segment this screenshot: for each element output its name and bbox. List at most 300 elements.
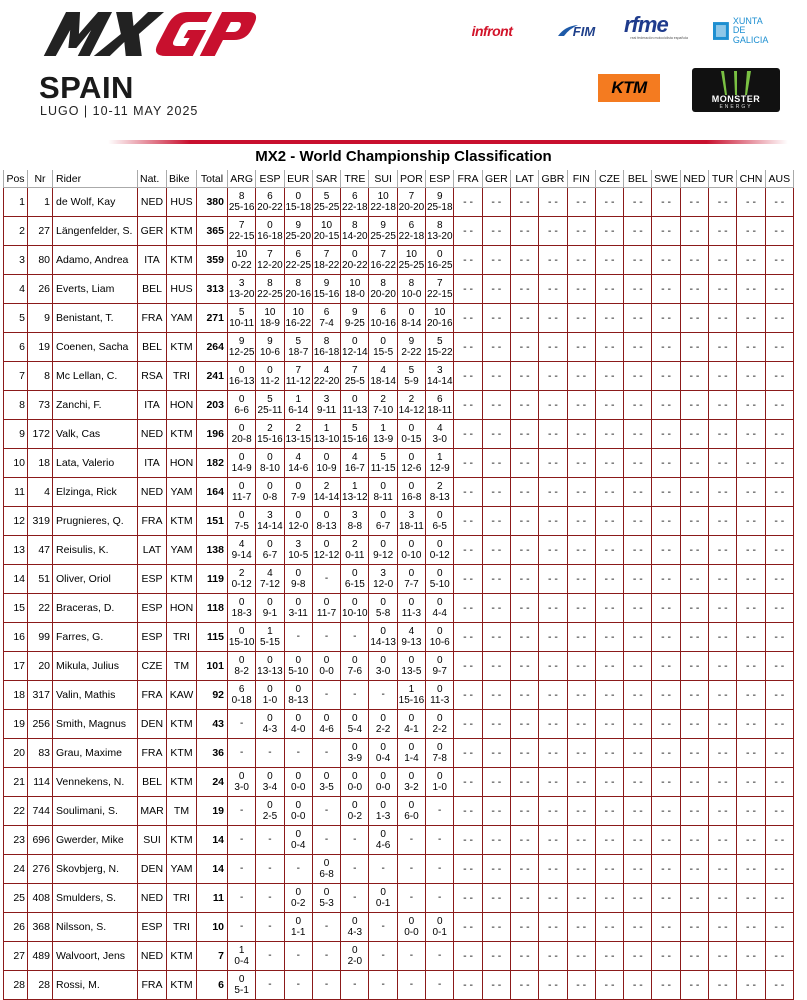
future-round-cell: - - bbox=[709, 217, 737, 246]
round-result bbox=[426, 884, 454, 913]
table-row bbox=[4, 333, 794, 362]
future-round-cell: - - bbox=[652, 565, 680, 594]
round-result bbox=[312, 942, 340, 971]
future-round-cell: - - bbox=[595, 942, 623, 971]
rider-total-points: 7 bbox=[197, 942, 228, 971]
round-result bbox=[426, 623, 454, 652]
future-round-cell: - - bbox=[454, 652, 482, 681]
table-row bbox=[4, 565, 794, 594]
round-result bbox=[369, 942, 397, 971]
race-points: 0-18 bbox=[231, 695, 252, 706]
race-points: 18-14 bbox=[370, 376, 396, 387]
future-round-cell: - - bbox=[680, 710, 708, 739]
future-round-cell: - - bbox=[595, 420, 623, 449]
future-round-cell: - - bbox=[680, 507, 708, 536]
future-round-cell: - - bbox=[680, 681, 708, 710]
race-points: 14-14 bbox=[257, 521, 283, 532]
rider-name: Rossi, M. bbox=[53, 971, 138, 1000]
rider-total-points: 271 bbox=[197, 304, 228, 333]
round-bonus-points: 0 bbox=[352, 335, 358, 347]
rider-nationality: NED bbox=[138, 188, 167, 217]
race-points: 16-7 bbox=[344, 463, 365, 474]
rider-name: Grau, Maxime bbox=[53, 739, 138, 768]
race-points: - bbox=[268, 747, 272, 759]
race-points: 10-6 bbox=[429, 637, 450, 648]
round-bonus-points: 0 bbox=[295, 509, 302, 521]
future-round-cell: - - bbox=[482, 507, 510, 536]
round-bonus-points: 5 bbox=[323, 190, 330, 202]
future-round-cell: - - bbox=[680, 217, 708, 246]
future-round-cell: - - bbox=[737, 449, 765, 478]
round-bonus-points: 8 bbox=[380, 277, 386, 289]
future-round-cell: - - bbox=[567, 768, 595, 797]
round-bonus-points: 3 bbox=[238, 277, 245, 289]
rider-total-points: 19 bbox=[197, 797, 228, 826]
future-round-cell: - - bbox=[595, 565, 623, 594]
future-round-cell: - - bbox=[652, 362, 680, 391]
future-round-cell: - - bbox=[454, 333, 482, 362]
round-result bbox=[426, 768, 454, 797]
table-row bbox=[4, 681, 794, 710]
race-points: 7-8 bbox=[432, 753, 447, 764]
round-bonus-points: 8 bbox=[323, 335, 330, 347]
future-round-cell: - - bbox=[680, 275, 708, 304]
rider-nationality: ITA bbox=[138, 246, 167, 275]
rider-name: Reisulis, K. bbox=[53, 536, 138, 565]
round-bonus-points: 0 bbox=[323, 770, 330, 782]
rider-bike: YAM bbox=[167, 304, 197, 333]
xunta-shield-icon bbox=[713, 22, 729, 40]
future-round-cell: - - bbox=[454, 275, 482, 304]
race-points: - bbox=[381, 863, 385, 875]
race-points: 5-10 bbox=[288, 666, 309, 677]
round-result bbox=[341, 304, 369, 333]
future-round-cell: - - bbox=[737, 623, 765, 652]
round-bonus-points: 0 bbox=[238, 480, 245, 492]
round-result bbox=[369, 884, 397, 913]
future-round-cell: - - bbox=[680, 855, 708, 884]
round-result bbox=[426, 478, 454, 507]
rider-name: Skovbjerg, N. bbox=[53, 855, 138, 884]
race-points: 9-14 bbox=[231, 550, 252, 561]
race-points: 22-18 bbox=[398, 231, 425, 242]
future-round-cell: - - bbox=[595, 362, 623, 391]
race-points: 13-20 bbox=[228, 289, 255, 300]
race-points: 8-14 bbox=[401, 318, 422, 329]
future-round-cell: - - bbox=[482, 246, 510, 275]
race-points: 9-1 bbox=[262, 608, 278, 619]
future-round-cell: - - bbox=[652, 826, 680, 855]
future-round-cell: - - bbox=[567, 362, 595, 391]
race-points: 15-22 bbox=[426, 347, 453, 358]
round-bonus-points: 7 bbox=[380, 248, 386, 260]
race-points: - bbox=[438, 950, 442, 962]
race-points: 8-13 bbox=[288, 695, 309, 706]
future-round-cell: - - bbox=[765, 478, 793, 507]
table-row bbox=[4, 884, 794, 913]
future-round-cell: - - bbox=[454, 971, 482, 1000]
future-round-cell: - - bbox=[765, 420, 793, 449]
round-bonus-points: 0 bbox=[352, 741, 358, 753]
future-round-cell: - - bbox=[539, 826, 567, 855]
round-result bbox=[228, 536, 256, 565]
future-round-cell: - - bbox=[737, 507, 765, 536]
round-bonus-points: 0 bbox=[380, 509, 386, 521]
race-points: 8-2 bbox=[234, 666, 249, 677]
round-result bbox=[397, 507, 425, 536]
round-result bbox=[369, 913, 397, 942]
rider-number: 4 bbox=[28, 478, 53, 507]
round-bonus-points: 1 bbox=[267, 625, 273, 637]
race-points: 4-3 bbox=[347, 927, 363, 938]
round-result bbox=[426, 246, 454, 275]
race-points: 11-13 bbox=[342, 405, 368, 416]
rider-bike: TRI bbox=[167, 362, 197, 391]
future-round-cell: - - bbox=[624, 217, 652, 246]
rider-nationality: BEL bbox=[138, 275, 167, 304]
round-result bbox=[341, 536, 369, 565]
future-round-cell: - - bbox=[737, 536, 765, 565]
rider-nationality: ESP bbox=[138, 623, 167, 652]
rider-total-points: 43 bbox=[197, 710, 228, 739]
rider-bike: HUS bbox=[167, 275, 197, 304]
round-bonus-points: 0 bbox=[323, 886, 330, 898]
rider-name: Lata, Valerio bbox=[53, 449, 138, 478]
race-points: 7-6 bbox=[347, 666, 363, 677]
round-result bbox=[228, 971, 256, 1000]
future-round-cell: - - bbox=[737, 942, 765, 971]
table-row bbox=[4, 275, 794, 304]
round-result bbox=[341, 275, 369, 304]
round-bonus-points: 8 bbox=[352, 219, 358, 231]
round-result bbox=[284, 971, 312, 1000]
round-result bbox=[397, 971, 425, 1000]
round-bonus-points: 4 bbox=[323, 364, 330, 376]
col-nr: Nr bbox=[28, 170, 53, 188]
round-bonus-points: 3 bbox=[436, 364, 443, 376]
round-bonus-points: 0 bbox=[352, 393, 358, 405]
future-round-cell: - - bbox=[652, 884, 680, 913]
future-round-cell: - - bbox=[709, 246, 737, 275]
round-bonus-points: 0 bbox=[267, 219, 273, 231]
race-points: 6-5 bbox=[432, 521, 447, 532]
race-points: - bbox=[381, 921, 385, 933]
race-points: 25-16 bbox=[228, 202, 255, 213]
round-bonus-points: 0 bbox=[380, 625, 386, 637]
round-result bbox=[228, 739, 256, 768]
round-result bbox=[426, 275, 454, 304]
round-bonus-points: 0 bbox=[238, 422, 245, 434]
col-round: CHN bbox=[737, 170, 765, 188]
round-bonus-points: 6 bbox=[352, 190, 358, 202]
race-points: - bbox=[296, 950, 300, 962]
race-points: 3-0 bbox=[432, 434, 447, 445]
rider-nationality: NED bbox=[138, 420, 167, 449]
round-bonus-points: 7 bbox=[267, 248, 273, 260]
future-round-cell: - - bbox=[737, 884, 765, 913]
future-round-cell: - - bbox=[765, 507, 793, 536]
rider-nationality: FRA bbox=[138, 681, 167, 710]
round-bonus-points: 0 bbox=[408, 306, 415, 318]
round-result bbox=[397, 362, 425, 391]
future-round-cell: - - bbox=[510, 652, 538, 681]
round-result bbox=[312, 420, 340, 449]
future-round-cell: - - bbox=[454, 304, 482, 333]
round-result bbox=[228, 913, 256, 942]
round-bonus-points: 0 bbox=[323, 538, 330, 550]
round-bonus-points: 0 bbox=[408, 770, 415, 782]
future-round-cell: - - bbox=[765, 768, 793, 797]
rider-nationality: BEL bbox=[138, 333, 167, 362]
rider-position: 5 bbox=[4, 304, 28, 333]
round-result bbox=[341, 217, 369, 246]
race-points: 10-0 bbox=[401, 289, 422, 300]
race-points: 7-7 bbox=[404, 579, 419, 590]
round-result bbox=[284, 536, 312, 565]
round-result bbox=[256, 710, 284, 739]
rider-position: 8 bbox=[4, 391, 28, 420]
round-result bbox=[397, 333, 425, 362]
future-round-cell: - - bbox=[652, 449, 680, 478]
future-round-cell: - - bbox=[624, 971, 652, 1000]
future-round-cell: - - bbox=[595, 855, 623, 884]
future-round-cell: - - bbox=[539, 652, 567, 681]
future-round-cell: - - bbox=[624, 565, 652, 594]
future-round-cell: - - bbox=[737, 217, 765, 246]
race-points: 12-12 bbox=[313, 550, 340, 561]
race-points: - bbox=[353, 689, 357, 701]
table-row bbox=[4, 739, 794, 768]
future-round-cell: - - bbox=[482, 565, 510, 594]
future-round-cell: - - bbox=[680, 304, 708, 333]
future-round-cell: - - bbox=[624, 884, 652, 913]
future-round-cell: - - bbox=[539, 797, 567, 826]
round-bonus-points: 9 bbox=[323, 277, 330, 289]
future-round-cell: - - bbox=[709, 913, 737, 942]
rider-name: Nilsson, S. bbox=[53, 913, 138, 942]
round-bonus-points: 0 bbox=[238, 654, 245, 666]
race-points: 14-6 bbox=[288, 463, 309, 474]
col-round: ARG bbox=[228, 170, 256, 188]
rider-bike: KTM bbox=[167, 942, 197, 971]
round-bonus-points: 0 bbox=[238, 973, 245, 985]
round-bonus-points: 0 bbox=[267, 451, 273, 463]
future-round-cell: - - bbox=[680, 565, 708, 594]
race-points: - bbox=[353, 892, 357, 904]
round-result bbox=[284, 188, 312, 217]
round-bonus-points: 7 bbox=[295, 364, 302, 376]
round-result bbox=[228, 449, 256, 478]
race-points: 20-20 bbox=[370, 289, 396, 300]
round-result bbox=[256, 652, 284, 681]
future-round-cell: - - bbox=[737, 188, 765, 217]
race-points: 2-5 bbox=[262, 811, 278, 822]
round-bonus-points: 0 bbox=[408, 712, 415, 724]
rider-position: 1 bbox=[4, 188, 28, 217]
round-result bbox=[426, 565, 454, 594]
future-round-cell: - - bbox=[624, 942, 652, 971]
race-points: - bbox=[239, 805, 244, 817]
round-result bbox=[284, 826, 312, 855]
rider-position: 14 bbox=[4, 565, 28, 594]
future-round-cell: - - bbox=[510, 391, 538, 420]
future-round-cell: - - bbox=[539, 594, 567, 623]
race-points: 9-13 bbox=[401, 637, 422, 648]
future-round-cell: - - bbox=[709, 565, 737, 594]
race-points: 8-10 bbox=[259, 463, 280, 474]
round-result bbox=[369, 855, 397, 884]
rider-bike: HUS bbox=[167, 188, 197, 217]
future-round-cell: - - bbox=[680, 449, 708, 478]
rider-name: de Wolf, Kay bbox=[53, 188, 138, 217]
col-round: SUI bbox=[369, 170, 397, 188]
round-result bbox=[397, 826, 425, 855]
future-round-cell: - - bbox=[765, 884, 793, 913]
round-result bbox=[397, 391, 425, 420]
race-points: 10-9 bbox=[316, 463, 337, 474]
round-result bbox=[312, 217, 340, 246]
future-round-cell: - - bbox=[737, 797, 765, 826]
future-round-cell: - - bbox=[652, 391, 680, 420]
future-round-cell: - - bbox=[539, 913, 567, 942]
round-bonus-points: 1 bbox=[295, 393, 302, 405]
future-round-cell: - - bbox=[595, 188, 623, 217]
race-points: 22-25 bbox=[257, 289, 283, 300]
table-row bbox=[4, 710, 794, 739]
race-points: 6-14 bbox=[288, 405, 309, 416]
round-result bbox=[284, 478, 312, 507]
race-points: - bbox=[409, 950, 414, 962]
race-points: - bbox=[324, 834, 329, 846]
round-result bbox=[228, 623, 256, 652]
future-round-cell: - - bbox=[482, 681, 510, 710]
race-points: - bbox=[409, 979, 414, 991]
race-points: - bbox=[438, 805, 442, 817]
round-result bbox=[369, 449, 397, 478]
race-points: 20-8 bbox=[231, 434, 252, 445]
race-points: 5-15 bbox=[259, 637, 280, 648]
future-round-cell: - - bbox=[624, 710, 652, 739]
round-result bbox=[426, 739, 454, 768]
round-bonus-points: 0 bbox=[267, 712, 273, 724]
race-points: 12-0 bbox=[373, 579, 394, 590]
col-round: CZE bbox=[595, 170, 623, 188]
rider-position: 25 bbox=[4, 884, 28, 913]
future-round-cell: - - bbox=[510, 507, 538, 536]
classification-table bbox=[3, 170, 794, 1000]
future-round-cell: - - bbox=[765, 333, 793, 362]
round-result bbox=[284, 913, 312, 942]
future-round-cell: - - bbox=[680, 971, 708, 1000]
round-result bbox=[426, 304, 454, 333]
round-result bbox=[256, 971, 284, 1000]
future-round-cell: - - bbox=[454, 710, 482, 739]
round-result bbox=[426, 188, 454, 217]
round-bonus-points: 4 bbox=[380, 364, 386, 376]
race-points: - bbox=[239, 718, 244, 730]
rider-nationality: RSA bbox=[138, 362, 167, 391]
round-bonus-points: 9 bbox=[267, 335, 273, 347]
round-bonus-points: 6 bbox=[436, 393, 443, 405]
future-round-cell: - - bbox=[454, 855, 482, 884]
rider-total-points: 119 bbox=[197, 565, 228, 594]
header-divider bbox=[108, 140, 788, 144]
rider-position: 24 bbox=[4, 855, 28, 884]
future-round-cell: - - bbox=[454, 681, 482, 710]
rider-bike: TRI bbox=[167, 623, 197, 652]
round-result bbox=[312, 188, 340, 217]
race-points: 6-8 bbox=[319, 869, 334, 880]
race-points: - bbox=[438, 979, 442, 991]
future-round-cell: - - bbox=[709, 884, 737, 913]
future-round-cell: - - bbox=[765, 391, 793, 420]
round-result bbox=[312, 710, 340, 739]
round-bonus-points: 3 bbox=[408, 509, 415, 521]
round-bonus-points: 0 bbox=[436, 712, 443, 724]
rider-nationality: NED bbox=[138, 942, 167, 971]
future-round-cell: - - bbox=[510, 246, 538, 275]
future-round-cell: - - bbox=[482, 623, 510, 652]
round-bonus-points: 0 bbox=[352, 596, 358, 608]
race-points: 14-12 bbox=[398, 405, 425, 416]
race-points: 0-0 bbox=[291, 811, 306, 822]
round-result bbox=[312, 362, 340, 391]
future-round-cell: - - bbox=[680, 391, 708, 420]
future-round-cell: - - bbox=[709, 826, 737, 855]
race-points: 12-0 bbox=[288, 521, 309, 532]
round-result bbox=[397, 739, 425, 768]
round-bonus-points: 5 bbox=[352, 422, 358, 434]
rider-position: 16 bbox=[4, 623, 28, 652]
future-round-cell: - - bbox=[652, 913, 680, 942]
race-points: 25-5 bbox=[344, 376, 365, 387]
future-round-cell: - - bbox=[539, 855, 567, 884]
round-result bbox=[284, 304, 312, 333]
round-bonus-points: 0 bbox=[238, 364, 245, 376]
race-points: - bbox=[438, 863, 442, 875]
round-result bbox=[369, 420, 397, 449]
future-round-cell: - - bbox=[624, 855, 652, 884]
future-round-cell: - - bbox=[737, 913, 765, 942]
race-points: 25-18 bbox=[426, 202, 453, 213]
round-result bbox=[312, 536, 340, 565]
future-round-cell: - - bbox=[624, 449, 652, 478]
future-round-cell: - - bbox=[510, 362, 538, 391]
rider-position: 23 bbox=[4, 826, 28, 855]
future-round-cell: - - bbox=[454, 507, 482, 536]
mxgp-logo bbox=[38, 6, 258, 60]
race-points: 1-4 bbox=[404, 753, 419, 764]
table-row bbox=[4, 797, 794, 826]
future-round-cell: - - bbox=[567, 246, 595, 275]
race-points: - bbox=[381, 979, 385, 991]
round-bonus-points: 0 bbox=[408, 422, 415, 434]
round-result bbox=[312, 768, 340, 797]
race-points: 22-18 bbox=[370, 202, 396, 213]
round-result bbox=[426, 681, 454, 710]
round-bonus-points: 5 bbox=[238, 306, 245, 318]
round-bonus-points: 3 bbox=[323, 393, 330, 405]
future-round-cell: - - bbox=[652, 420, 680, 449]
rider-total-points: 365 bbox=[197, 217, 228, 246]
round-result bbox=[228, 188, 256, 217]
round-result bbox=[312, 478, 340, 507]
future-round-cell: - - bbox=[454, 362, 482, 391]
future-round-cell: - - bbox=[539, 536, 567, 565]
race-points: - bbox=[324, 573, 329, 585]
future-round-cell: - - bbox=[652, 333, 680, 362]
future-round-cell: - - bbox=[482, 739, 510, 768]
